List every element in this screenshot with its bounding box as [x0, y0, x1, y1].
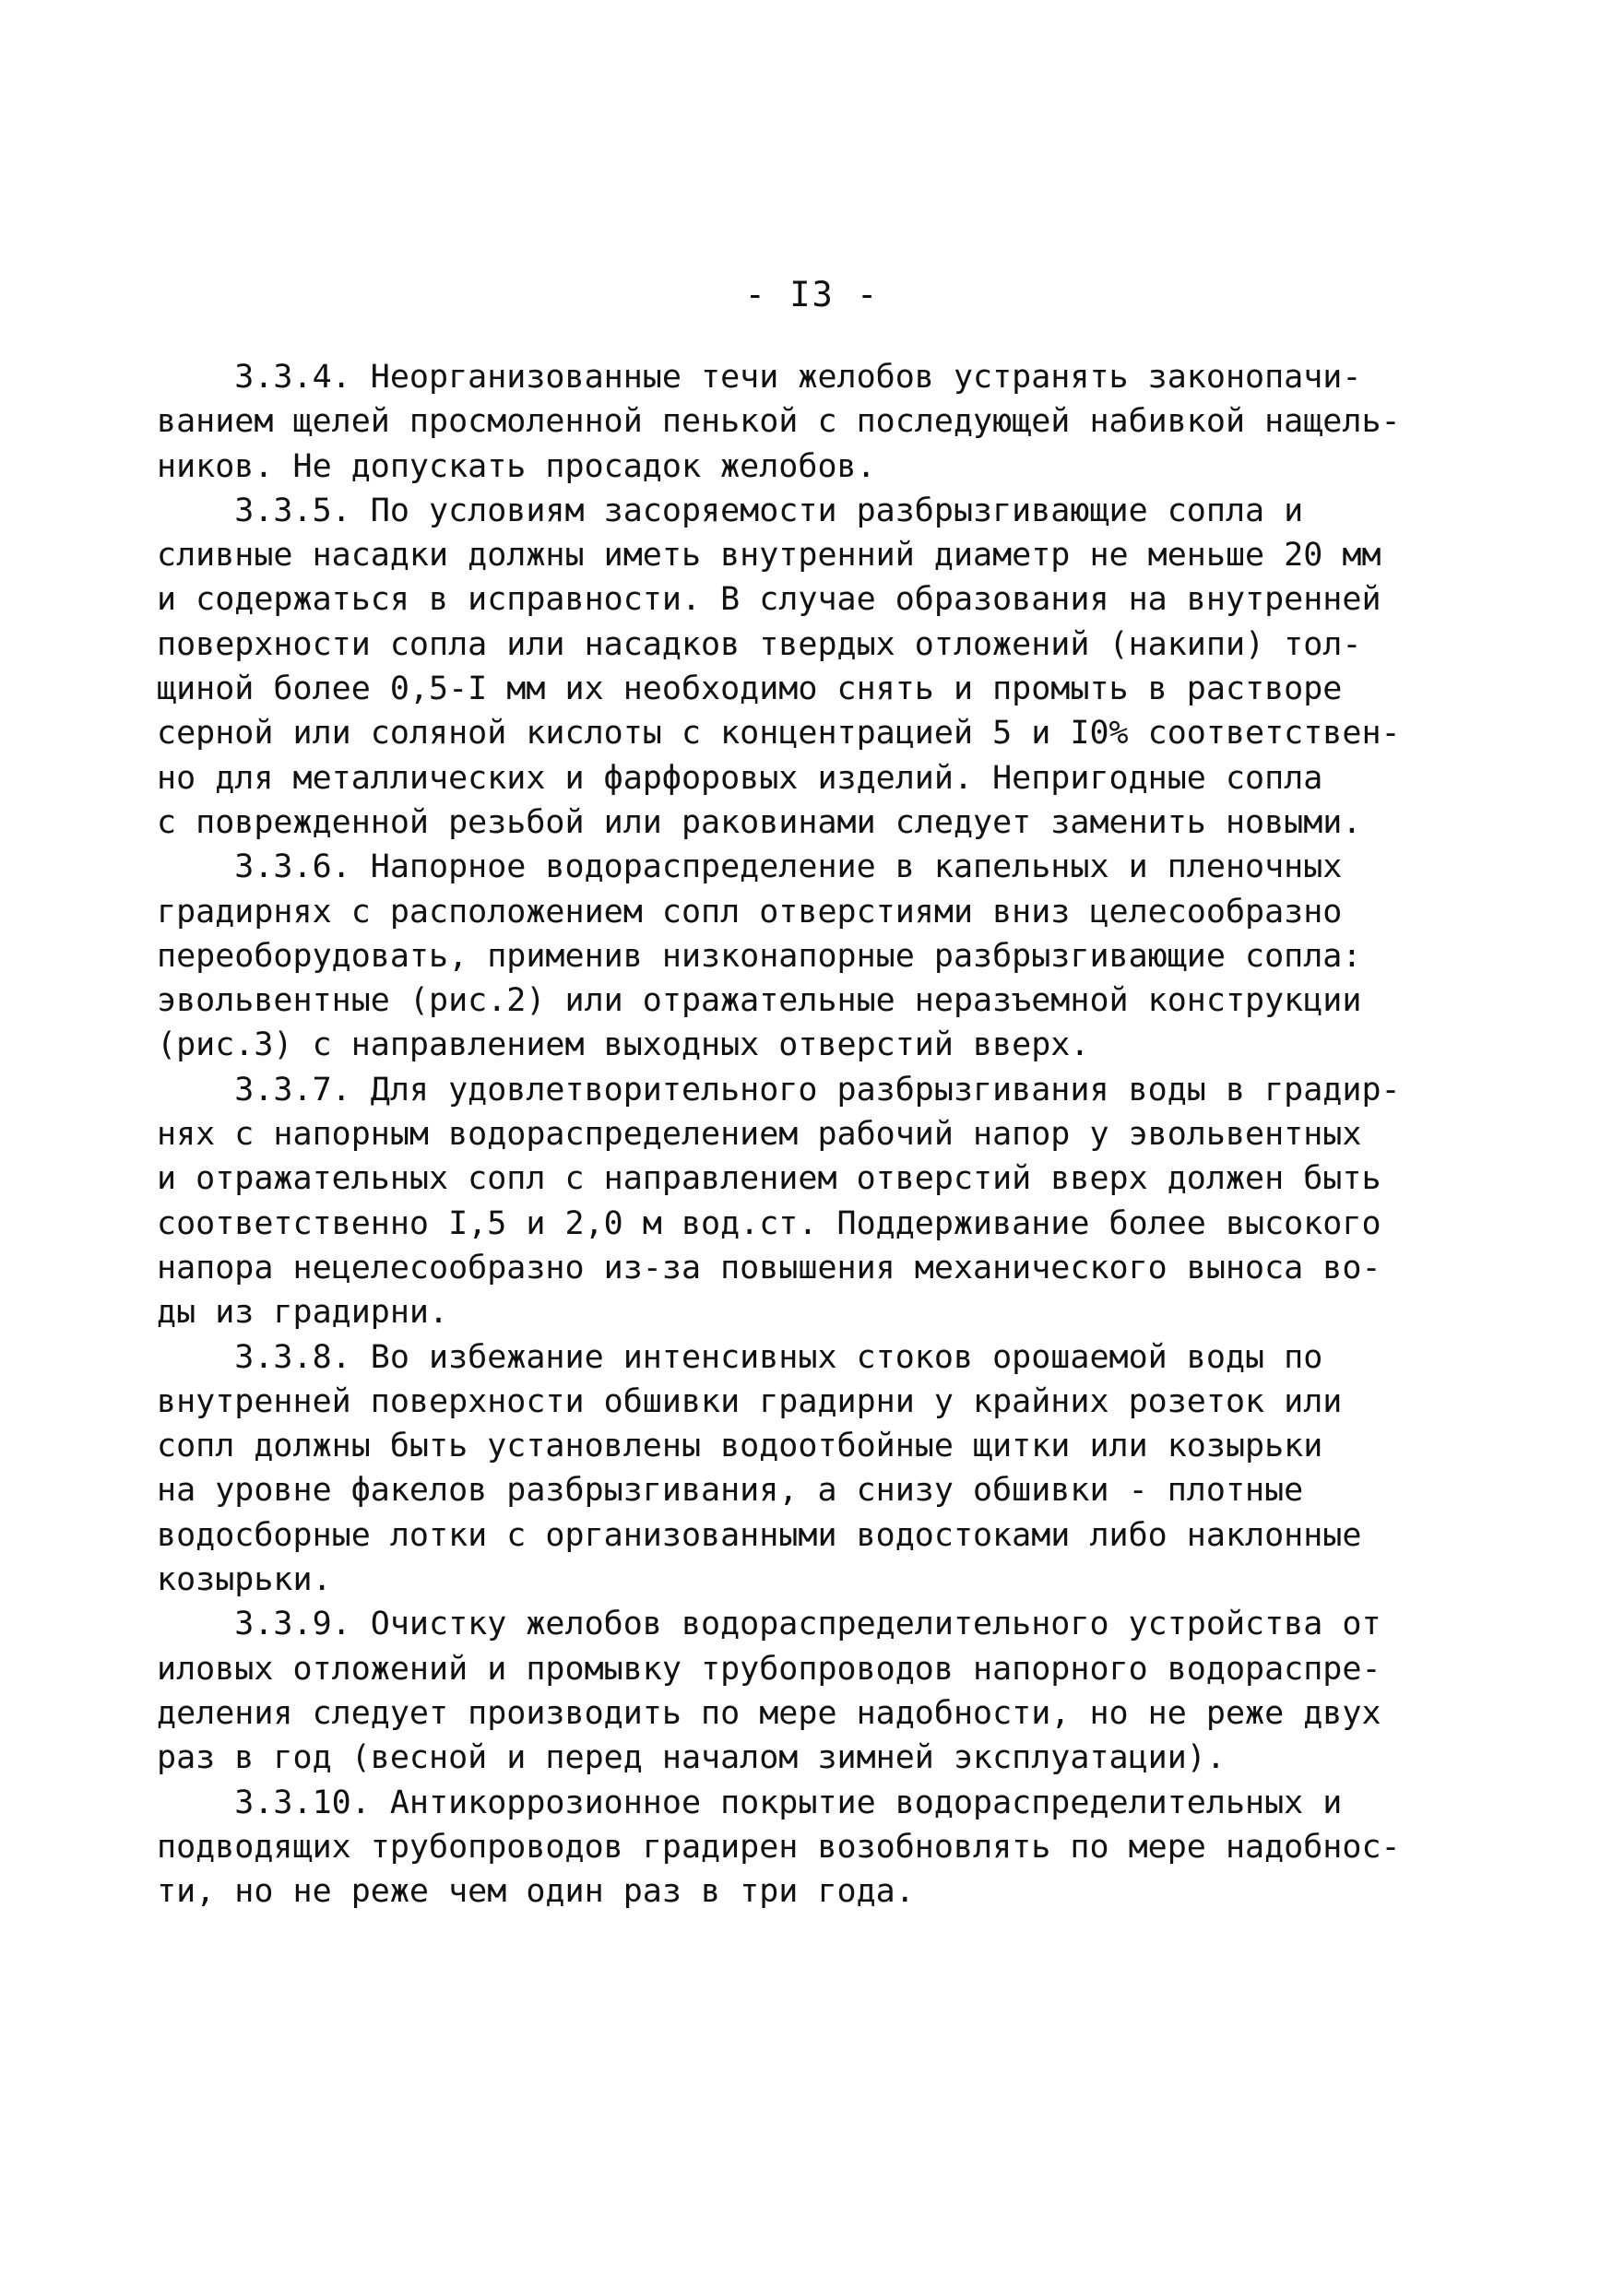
text-line: на уровне факелов разбрызгивания, а снизу обшивки - плотные [157, 1472, 1304, 1510]
text-line: нях с напорным водораспределением рабочий напор у эвольвентных [157, 1116, 1362, 1154]
text-line: водосборные лотки с организованными водостоками либо наклонные [157, 1516, 1362, 1554]
text-line: козырьки. [157, 1561, 332, 1599]
text-line: 3.3.5. По условиям засоряемости разбрызгивающие сопла и [157, 492, 1304, 529]
text-line: поверхности сопла или насадков твердых отложений (накипи) тол- [157, 625, 1362, 663]
text-line: ванием щелей просмоленной пенькой с последующей набивкой нащель- [157, 403, 1401, 441]
text-line: 3.3.10. Антикоррозионное покрытие водораспределительных и [157, 1784, 1343, 1821]
text-line: 3.3.4. Неорганизованные течи желобов устранять законопачи- [157, 359, 1362, 396]
page-number: - I3 - [744, 275, 880, 314]
text-line: подводящих трубопроводов градирен возобновлять по мере надобнос- [157, 1828, 1401, 1866]
text-line: деления следует производить по мере надобности, но не реже двух [157, 1694, 1381, 1732]
text-line: иловых отложений и промывку трубопроводов напорного водораспре- [157, 1650, 1381, 1688]
text-line: 3.3.6. Напорное водораспределение в капельных и пленочных [157, 848, 1343, 886]
text-line: и содержаться в исправности. В случае образования на внутренней [157, 581, 1381, 619]
text-line: с поврежденной резьбой или раковинами следует заменить новыми. [157, 803, 1362, 841]
text-line: серной или соляной кислоты с концентрацией 5 и I0% соответствен- [157, 715, 1401, 753]
text-line: ти, но не реже чем один раз в три года. [157, 1873, 915, 1911]
text-line: ников. Не допускать просадок желобов. [157, 447, 876, 485]
text-line: напора нецелесообразно из-за повышения механического выноса во- [157, 1249, 1381, 1286]
text-line: 3.3.8. Во избежание интенсивных стоков орошаемой воды по [157, 1338, 1323, 1376]
text-line: и отражательных сопл с направлением отверстий вверх должен быть [157, 1160, 1381, 1198]
text-line: 3.3.7. Для удовлетворительного разбрызгивания воды в градир- [157, 1071, 1401, 1108]
text-line: эвольвентные (рис.2) или отражательные неразъемной конструкции [157, 982, 1362, 1020]
text-line: раз в год (весной и перед началом зимней эксплуатации). [157, 1739, 1226, 1777]
text-line: соответственно I,5 и 2,0 м вод.ст. Поддерживание более высокого [157, 1204, 1381, 1242]
body-text [157, 355, 1401, 1914]
text-line: но для металлических и фарфоровых изделий. Непригодные сопла [157, 759, 1323, 797]
text-line: сопл должны быть установлены водоотбойные щитки или козырьки [157, 1428, 1323, 1465]
text-line: 3.3.9. Очистку желобов водораспределительного устройства от [157, 1606, 1381, 1643]
text-line: щиной более 0,5-I мм их необходимо снять и промыть в растворе [157, 670, 1343, 708]
text-line: (рис.3) с направлением выходных отверстий вверх. [157, 1026, 1090, 1064]
text-line: градирнях с расположением сопл отверстиями вниз целесообразно [157, 893, 1343, 931]
text-line: ды из градирни. [157, 1294, 449, 1332]
text-line: переоборудовать, применив низконапорные разбрызгивающие сопла: [157, 937, 1362, 975]
text-line: внутренней поверхности обшивки градирни у крайних розеток или [157, 1382, 1343, 1420]
text-line: сливные насадки должны иметь внутренний диаметр не меньше 20 мм [157, 537, 1381, 575]
